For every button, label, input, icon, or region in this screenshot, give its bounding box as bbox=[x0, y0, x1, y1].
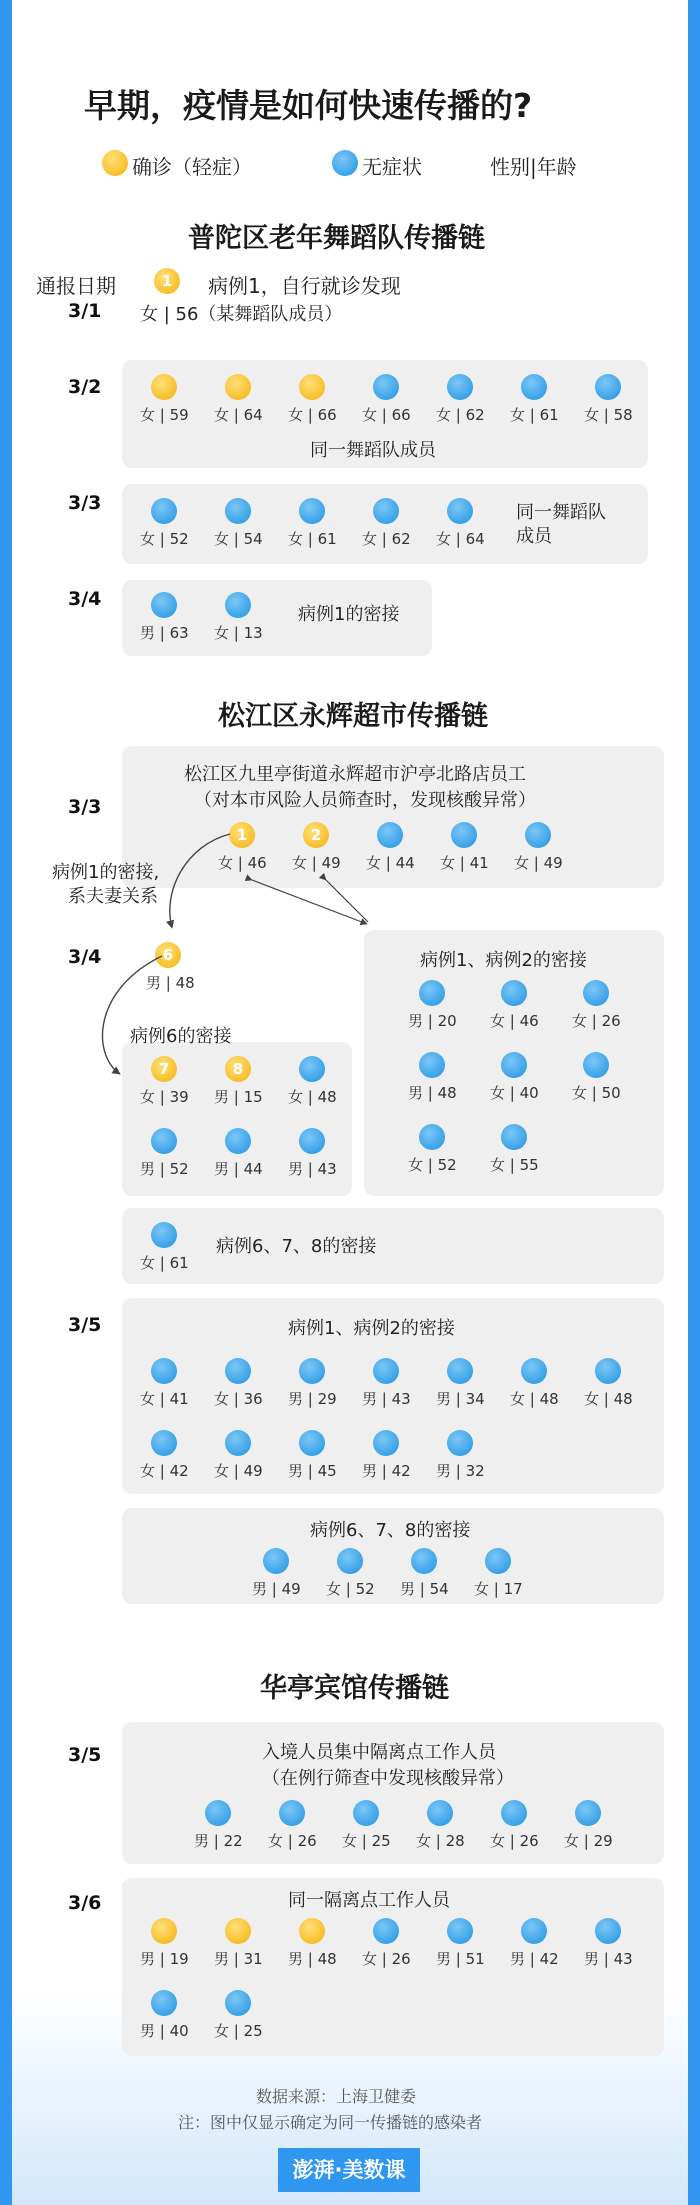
person-gender-age: 女 | 61 bbox=[288, 530, 337, 548]
legend-asymptomatic-label: 无症状 bbox=[362, 155, 422, 179]
report-date-label: 通报日期 bbox=[36, 274, 116, 298]
person-gender-age: 女 | 58 bbox=[584, 406, 633, 424]
asymptomatic-case-icon bbox=[521, 1358, 547, 1384]
content-panel bbox=[12, 0, 688, 2205]
person-gender-age: 男 | 42 bbox=[362, 1462, 411, 1480]
asymptomatic-case-icon bbox=[373, 1918, 399, 1944]
asymptomatic-case-icon bbox=[575, 1800, 601, 1826]
person-gender-age: 女 | 48 bbox=[288, 1088, 337, 1106]
asymptomatic-case-icon bbox=[337, 1548, 363, 1574]
person-gender-age: 男 | 43 bbox=[362, 1390, 411, 1408]
asymptomatic-case-icon bbox=[447, 1358, 473, 1384]
group-note: 同一舞蹈队成员 bbox=[310, 440, 436, 461]
legend-gender-age-label: 性别|年龄 bbox=[490, 155, 577, 179]
confirmed-case-icon: 8 bbox=[225, 1056, 251, 1082]
asymptomatic-case-icon bbox=[501, 1800, 527, 1826]
person-gender-age: 男 | 32 bbox=[436, 1462, 485, 1480]
arrow-case1-to-contacts bbox=[252, 880, 367, 924]
asymptomatic-case-icon bbox=[279, 1800, 305, 1826]
person-gender-age: 男 | 15 bbox=[214, 1088, 263, 1106]
person-gender-age: 女 | 66 bbox=[362, 406, 411, 424]
asymptomatic-case-icon bbox=[299, 1358, 325, 1384]
person-gender-age: 男 | 48 bbox=[146, 974, 195, 992]
index-case-detail: 女 | 56（某舞蹈队成员） bbox=[140, 304, 343, 325]
group-note: 病例6的密接 bbox=[130, 1026, 232, 1047]
date-label: 3/1 bbox=[68, 300, 102, 322]
date-label: 3/3 bbox=[68, 492, 102, 514]
group-note: （对本市风险人员筛查时，发现核酸异常） bbox=[194, 790, 536, 811]
person-gender-age: 女 | 26 bbox=[572, 1012, 621, 1030]
person-gender-age: 男 | 52 bbox=[140, 1160, 189, 1178]
asymptomatic-case-icon bbox=[427, 1800, 453, 1826]
asymptomatic-case-icon bbox=[485, 1548, 511, 1574]
person-gender-age: 女 | 41 bbox=[440, 854, 489, 872]
person-gender-age: 女 | 61 bbox=[510, 406, 559, 424]
person-gender-age: 男 | 51 bbox=[436, 1950, 485, 1968]
asymptomatic-case-icon bbox=[373, 1358, 399, 1384]
footnote: 注：图中仅显示确定为同一传播链的感染者 bbox=[178, 2113, 483, 2132]
asymptomatic-case-icon bbox=[299, 1430, 325, 1456]
date-label: 3/5 bbox=[68, 1314, 102, 1336]
person-gender-age: 女 | 52 bbox=[140, 530, 189, 548]
asymptomatic-case-icon bbox=[353, 1800, 379, 1826]
legend-confirmed-label: 确诊（轻症） bbox=[132, 155, 252, 179]
asymptomatic-case-icon bbox=[521, 1918, 547, 1944]
person-gender-age: 女 | 52 bbox=[408, 1156, 457, 1174]
chain2-group-box bbox=[122, 1208, 664, 1284]
person-gender-age: 男 | 42 bbox=[510, 1950, 559, 1968]
person-gender-age: 男 | 48 bbox=[408, 1084, 457, 1102]
person-gender-age: 男 | 20 bbox=[408, 1012, 457, 1030]
person-gender-age: 女 | 52 bbox=[326, 1580, 375, 1598]
person-gender-age: 女 | 40 bbox=[490, 1084, 539, 1102]
arrow-case2-to-contacts bbox=[326, 880, 368, 922]
publisher-logo: 澎湃·美数课 bbox=[278, 2148, 420, 2192]
person-gender-age: 女 | 62 bbox=[436, 406, 485, 424]
person-gender-age: 男 | 43 bbox=[288, 1160, 337, 1178]
confirmed-case-icon: 2 bbox=[303, 822, 329, 848]
asymptomatic-case-icon bbox=[151, 1222, 177, 1248]
date-label: 3/4 bbox=[68, 946, 102, 968]
person-gender-age: 女 | 61 bbox=[140, 1254, 189, 1272]
arrow-case6-to-contacts bbox=[103, 956, 162, 1074]
person-gender-age: 男 | 19 bbox=[140, 1950, 189, 1968]
person-gender-age: 男 | 63 bbox=[140, 624, 189, 642]
person-gender-age: 女 | 39 bbox=[140, 1088, 189, 1106]
date-label: 3/3 bbox=[68, 796, 102, 818]
person-gender-age: 女 | 46 bbox=[218, 854, 267, 872]
asymptomatic-case-icon bbox=[373, 1430, 399, 1456]
person-gender-age: 女 | 28 bbox=[416, 1832, 465, 1850]
asymptomatic-case-icon bbox=[205, 1800, 231, 1826]
group-note: （在例行筛查中发现核酸异常） bbox=[262, 1768, 514, 1789]
person-gender-age: 女 | 36 bbox=[214, 1390, 263, 1408]
confirmed-case-icon: 1 bbox=[229, 822, 255, 848]
person-gender-age: 女 | 25 bbox=[214, 2022, 263, 2040]
group-note: 病例1的密接 bbox=[298, 604, 400, 625]
confirmed-case-icon: 7 bbox=[151, 1056, 177, 1082]
person-gender-age: 女 | 62 bbox=[362, 530, 411, 548]
group-note: 同一舞蹈队 bbox=[516, 502, 606, 523]
person-gender-age: 男 | 54 bbox=[400, 1580, 449, 1598]
date-label: 3/4 bbox=[68, 588, 102, 610]
date-label: 3/6 bbox=[68, 1892, 102, 1914]
person-gender-age: 男 | 43 bbox=[584, 1950, 633, 1968]
asymptomatic-case-icon bbox=[595, 1358, 621, 1384]
person-gender-age: 女 | 49 bbox=[514, 854, 563, 872]
person-gender-age: 男 | 45 bbox=[288, 1462, 337, 1480]
asymptomatic-case-icon bbox=[595, 1918, 621, 1944]
person-gender-age: 男 | 48 bbox=[288, 1950, 337, 1968]
person-gender-age: 女 | 17 bbox=[474, 1580, 523, 1598]
spouse-note: 病例1的密接, bbox=[52, 862, 160, 883]
person-gender-age: 女 | 26 bbox=[268, 1832, 317, 1850]
group-note: 松江区九里亭街道永辉超市沪亭北路店员工 bbox=[184, 764, 526, 785]
group-note: 入境人员集中隔离点工作人员 bbox=[262, 1742, 496, 1763]
date-label: 3/2 bbox=[68, 376, 102, 398]
person-gender-age: 女 | 26 bbox=[362, 1950, 411, 1968]
chain3-heading: 华亭宾馆传播链 bbox=[260, 1673, 449, 1704]
person-gender-age: 男 | 34 bbox=[436, 1390, 485, 1408]
spouse-note: 系夫妻关系 bbox=[68, 886, 158, 907]
data-source: 数据来源：上海卫健委 bbox=[256, 2087, 417, 2106]
person-gender-age: 女 | 66 bbox=[288, 406, 337, 424]
asymptomatic-case-icon bbox=[447, 1918, 473, 1944]
group-note: 病例1、病例2的密接 bbox=[420, 950, 587, 971]
asymptomatic-case-icon bbox=[151, 1358, 177, 1384]
asymptomatic-case-icon bbox=[151, 1990, 177, 2016]
person-gender-age: 女 | 48 bbox=[510, 1390, 559, 1408]
person-gender-age: 女 | 64 bbox=[436, 530, 485, 548]
person-gender-age: 女 | 25 bbox=[342, 1832, 391, 1850]
group-note: 成员 bbox=[516, 526, 552, 547]
person-gender-age: 女 | 54 bbox=[214, 530, 263, 548]
person-gender-age: 男 | 29 bbox=[288, 1390, 337, 1408]
transmission-arrows bbox=[12, 0, 688, 1200]
person-gender-age: 女 | 46 bbox=[490, 1012, 539, 1030]
asymptomatic-case-icon bbox=[225, 1358, 251, 1384]
person-gender-age: 女 | 59 bbox=[140, 406, 189, 424]
person-gender-age: 男 | 49 bbox=[252, 1580, 301, 1598]
arrow-case1-to-case6 bbox=[170, 834, 230, 928]
group-note: 同一隔离点工作人员 bbox=[288, 1890, 450, 1911]
confirmed-case-icon bbox=[299, 1918, 325, 1944]
person-gender-age: 女 | 49 bbox=[292, 854, 341, 872]
person-gender-age: 女 | 41 bbox=[140, 1390, 189, 1408]
chain1-heading: 普陀区老年舞蹈队传播链 bbox=[188, 223, 485, 254]
person-gender-age: 男 | 22 bbox=[194, 1832, 243, 1850]
person-gender-age: 女 | 29 bbox=[564, 1832, 613, 1850]
person-gender-age: 男 | 31 bbox=[214, 1950, 263, 1968]
person-gender-age: 男 | 44 bbox=[214, 1160, 263, 1178]
asymptomatic-case-icon bbox=[411, 1548, 437, 1574]
group-note: 病例6、7、8的密接 bbox=[216, 1236, 377, 1257]
confirmed-case-icon bbox=[151, 1918, 177, 1944]
person-gender-age: 女 | 48 bbox=[584, 1390, 633, 1408]
group-note: 病例1、病例2的密接 bbox=[288, 1318, 455, 1339]
index-case-note: 病例1，自行就诊发现 bbox=[208, 274, 401, 298]
person-gender-age: 女 | 42 bbox=[140, 1462, 189, 1480]
person-gender-age: 女 | 55 bbox=[490, 1156, 539, 1174]
confirmed-case-icon bbox=[225, 1918, 251, 1944]
person-gender-age: 女 | 64 bbox=[214, 406, 263, 424]
person-gender-age: 女 | 13 bbox=[214, 624, 263, 642]
asymptomatic-case-icon bbox=[151, 1430, 177, 1456]
confirmed-case-icon: 6 bbox=[155, 942, 181, 968]
group-note: 病例6、7、8的密接 bbox=[310, 1520, 471, 1541]
asymptomatic-case-icon bbox=[447, 1430, 473, 1456]
chain2-heading: 松江区永辉超市传播链 bbox=[218, 701, 488, 732]
person-gender-age: 女 | 49 bbox=[214, 1462, 263, 1480]
person-gender-age: 女 | 26 bbox=[490, 1832, 539, 1850]
asymptomatic-case-icon bbox=[263, 1548, 289, 1574]
case-1-marker: 1 bbox=[154, 268, 180, 294]
person-gender-age: 男 | 40 bbox=[140, 2022, 189, 2040]
page-title: 早期，疫情是如何快速传播的? bbox=[84, 86, 533, 125]
person-gender-age: 女 | 50 bbox=[572, 1084, 621, 1102]
date-label: 3/5 bbox=[68, 1744, 102, 1766]
asymptomatic-case-icon bbox=[225, 1430, 251, 1456]
person-gender-age: 女 | 44 bbox=[366, 854, 415, 872]
asymptomatic-case-icon bbox=[225, 1990, 251, 2016]
